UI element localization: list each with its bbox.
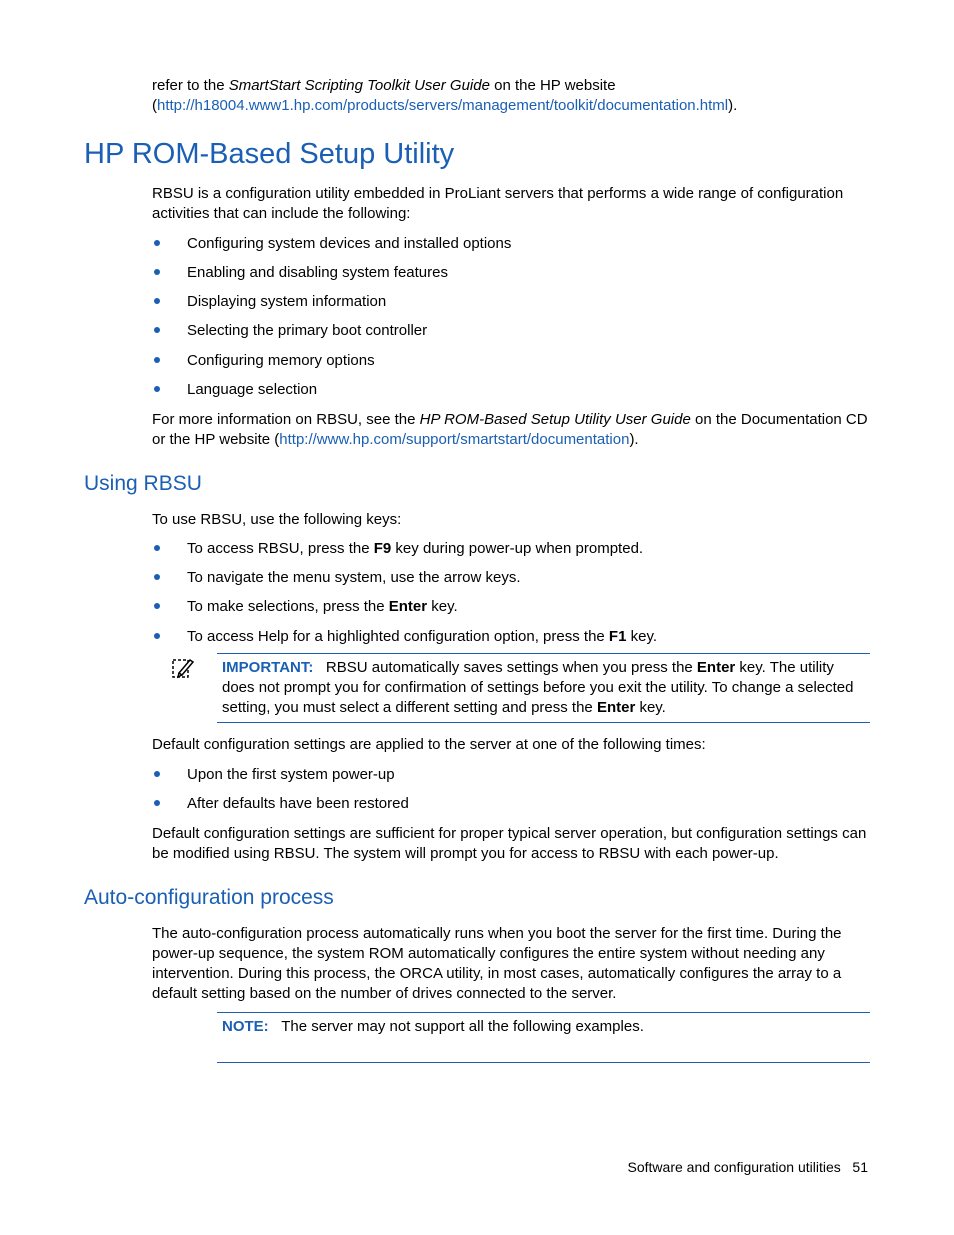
bullet-text: key. (427, 598, 458, 615)
key-f9: F9 (373, 540, 392, 557)
important-callout-text (222, 658, 868, 718)
defaults-paragraph: Default configuration settings are applied to the server at one of the following times: (152, 736, 706, 753)
footer-chapter-title: Software and configuration utilities (627, 1159, 841, 1175)
section1-paragraph-1: RBSU is a configuration utility embedded in ProLiant servers that performs a wide range of configuration activities that can include the following: (152, 185, 844, 222)
list-item: Enabling and disabling system features (187, 264, 448, 281)
section-title-rbsu: HP ROM-Based Setup Utility (84, 138, 455, 170)
important-text-3: key. (635, 699, 666, 716)
bullet-text: To make selections, press the (187, 598, 389, 615)
page-footer (628, 1159, 868, 1175)
important-text-2: key. The utility does not prompt you for confirmation of settings before you exit the utility. To change a selected setting, you must select a different setting and press the (222, 659, 854, 716)
rbsu-guide-title: HP ROM-Based Setup Utility User Guide (419, 411, 691, 428)
hand-writing-icon (171, 656, 195, 680)
section1-paragraph-2 (152, 410, 872, 450)
sufficient-paragraph: Default configuration settings are sufficient for proper typical server operation, but configuration settings can be modified using RBSU. The system will prompt you for access to RBSU with each power-up. (152, 825, 867, 862)
list-item (187, 597, 458, 617)
important-bottom-rule (217, 722, 870, 723)
section-title-using-rbsu: Using RBSU (84, 472, 202, 495)
bullet-dot (154, 269, 160, 275)
key-enter: Enter (388, 598, 428, 615)
intro-text-suffix: on the HP website (489, 77, 616, 94)
list-item: Language selection (187, 381, 318, 398)
list-item (187, 627, 657, 647)
bullet-text: To access RBSU, press the (187, 540, 374, 557)
list-item (187, 539, 643, 559)
bullet-text: key. (626, 628, 658, 645)
note-top-rule (217, 1012, 870, 1013)
key-enter: Enter (596, 699, 636, 716)
key-f1: F1 (608, 628, 627, 645)
section-title-auto-configuration: Auto-configuration process (84, 886, 334, 909)
list-item: Configuring memory options (187, 352, 375, 369)
section2-intro: To use RBSU, use the following keys: (152, 511, 402, 528)
bullet-dot (154, 603, 160, 609)
bullet-dot (154, 800, 160, 806)
intro-line-2 (152, 96, 872, 116)
para2-suffix: ). (629, 431, 639, 448)
key-enter: Enter (696, 659, 736, 676)
bullet-dot (154, 633, 160, 639)
bullet-dot (154, 357, 160, 363)
list-item: Displaying system information (187, 293, 387, 310)
para2-prefix: For more information on RBSU, see the (152, 411, 420, 428)
para2-mid: on the Documentation CD or the HP website ( (152, 411, 868, 448)
intro-paren-close: ). (728, 97, 738, 114)
smartstart-documentation-link[interactable]: http://www.hp.com/support/smartstart/documentation (279, 431, 630, 448)
bullet-text: To navigate the menu system, use the arrow keys. (187, 569, 521, 586)
bullet-dot (154, 386, 160, 392)
intro-text-prefix: refer to the (152, 77, 229, 94)
note-callout-text (222, 1017, 868, 1037)
auto-config-paragraph: The auto-configuration process automatically runs when you boot the server for the first time. During the power-up sequence, the system ROM automatically configures the entire system without needing any intervention. During this process, the ORCA utility, in most cases, automatically configures the array to a default setting based on the number of drives connected to the server. (152, 925, 842, 1002)
bullet-dot (154, 574, 160, 580)
list-item: Configuring system devices and installed options (187, 235, 512, 252)
toolkit-documentation-link[interactable]: http://h18004.www1.hp.com/products/servers/management/toolkit/documentation.html (157, 97, 729, 114)
bullet-dot (154, 545, 160, 551)
list-item: Selecting the primary boot controller (187, 322, 428, 339)
page-number: 51 (852, 1159, 868, 1175)
note-bottom-rule (217, 1062, 870, 1063)
bullet-dot (154, 327, 160, 333)
list-item (187, 568, 521, 588)
note-text: The server may not support all the following examples. (281, 1018, 644, 1035)
bullet-text: key during power-up when prompted. (391, 540, 644, 557)
important-label: IMPORTANT: (222, 659, 314, 676)
bullet-dot (154, 298, 160, 304)
list-item: Upon the first system power-up (187, 766, 395, 783)
list-item: After defaults have been restored (187, 795, 409, 812)
bullet-dot (154, 771, 160, 777)
intro-line-1 (152, 76, 872, 96)
intro-guide-title: SmartStart Scripting Toolkit User Guide (228, 77, 490, 94)
note-label: NOTE: (222, 1018, 269, 1035)
important-top-rule (217, 653, 870, 654)
important-text-1: RBSU automatically saves settings when you press the (325, 659, 697, 676)
bullet-text: To access Help for a highlighted configuration option, press the (187, 628, 609, 645)
intro-paren-open: ( (152, 97, 157, 114)
bullet-dot (154, 240, 160, 246)
